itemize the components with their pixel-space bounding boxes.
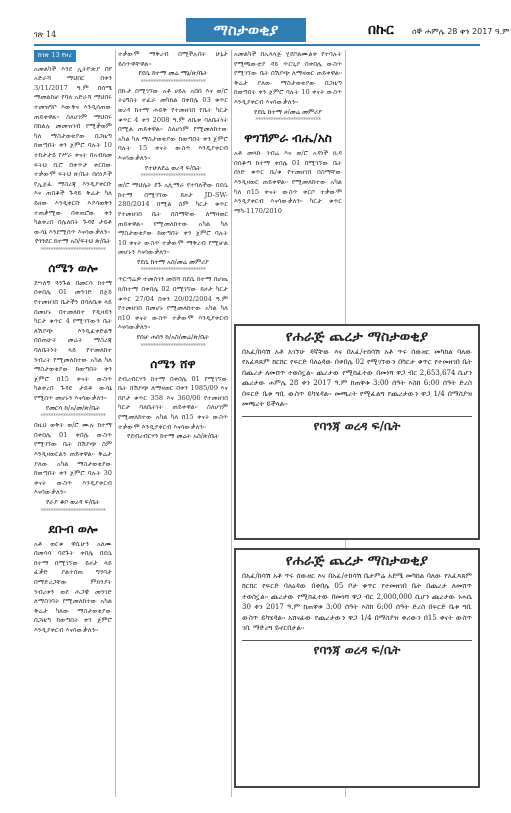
- section-heading: ደቡብ ወሎ: [48, 521, 98, 536]
- header-rule: [34, 44, 480, 46]
- separator: **************************: [40, 507, 106, 515]
- separator: **************************: [140, 267, 206, 275]
- section-heading: ሰሜን ሸዋ: [150, 356, 196, 371]
- notice-text: ጥርጣሬዎ ተመስገን መሸሻ በደሴ ከተማ በሆጤ ክ/ከተማ በቀበሌ 02 በሚገኘው ይዞታ ካርታ ቁጥር 27/04 በቀን 20/02/2004 ዓ.ም የተመዘገበ በመሆኑ የሚመለከተው አካል ካለ በ10 ቀናት ውስጥ ተቃውሞ እንዲያቀርብ እናሳውቃለን፡፡: [118, 275, 228, 332]
- separator: **************************: [140, 173, 206, 181]
- notice-signature: የደሴ ከተማ አስ/መሬ መምሪያ: [137, 257, 209, 266]
- notice-signature: የሰቻ ሐሰን ከ/አስ/መሬ/ጽ/ቤት: [136, 333, 210, 342]
- column-3: [234, 50, 342, 318]
- auction-notice-2: [234, 548, 480, 788]
- column-2: [118, 50, 228, 797]
- separator: **************************: [255, 117, 321, 125]
- auction-title: የሐራጅ ጨረታ ማስታወቂያ: [285, 553, 429, 569]
- notice-signature: የመርሳ ከ/አ/መ/ጽ/ቤት: [45, 403, 101, 412]
- column-1: [34, 50, 112, 797]
- auction-body: በአፈ/ከሳሽ አቶ ጥሩ ሰውዘር እና በአፈ/ተከሳሽ ቤታምሬ አደሜ መካከል ባለው የአፈጻጸም ክርክር የፍርድ ባለዕዳው በቀበሌ 05 ቦታ ቁጥር የተመዘገበ ቤት በጨረታ ለመሸጥ ተወስኗል፡፡ ጨረታው የሚከፈተው በመነሻ ዋጋ ብር 2,000,000 ሲሆን ጨረታው ነሐሴ 30 ቀን 2017 ዓ.ም ከጠዋቱ 3:00 ሰዓት እስከ 6:00 ሰዓት ድረስ በፍርድ ቤቱ ግቢ ውስጥ ይካሄዳል፡፡ አሸናፊው የጨረታውን ዋጋ 1/4 በማስያዝ ቀሪውን በ15 ቀናት ውስጥ ገቢ ማድረግ ይኖርበታል፡፡: [242, 571, 472, 632]
- notice-text: አቶ መላኩ ገብሬ እና ወ/ሮ አዳነች ኪዳ በሰቆጣ ከተማ ቀበሌ 01 በሚገኘው ቤት ሰነድ ቁጥር ቤ/ቁ የተመዘገበ በስማቸው እንዲዛወር ጠይቀዋል፡፡ የሚመለከተው አካል ካለ በ15 ቀናት ውስጥ ቀርቦ ተቃውሞ እንዲያቀርብ እናሳውቃለን፡፡ ካርታ ቁጥር ማካ-1170/2010: [234, 149, 342, 215]
- notice-signature: የደሴ ከተማ ዞ/መሬ መምሪያ: [254, 107, 322, 116]
- page-number: ገጽ 14: [34, 30, 57, 39]
- column-divider: [231, 50, 232, 797]
- separator: **************************: [140, 342, 206, 350]
- issue-date: ሰኞ ሐምሌ 28 ቀን 2017 ዓ.ም: [412, 27, 510, 36]
- auction-signature: የባንጃ ወረዳ ፍ/ቤት: [242, 640, 472, 656]
- notice-signature: የደሴ ከተማ መሬ ማኔ/ጽ/ቤት: [138, 69, 208, 78]
- section-heading: ዋግኽምራ ብሔ/አስ: [244, 131, 332, 146]
- auction-body: በአፈ/ከሳሽ አቶ አገኘሁ ዳኛቸው እና በአፈ/ተከሳሽ አቶ ጥሩ ሰውዘር መካከል ባለው የአፈጻጸም ክርክር የፍርድ ባለዕዳው በቀበሌ 02 የሚገኘውን በካርታ ቁጥር የተመዘገበ ቤት በጨረታ ለመሸጥ ተወስኗል፡፡ ጨረታው የሚከፈተው በመነሻ ዋጋ ብር 2,653,674 ሲሆን ጨረታው ሐምሌ 28 ቀን 2017 ዓ.ም ከጠዋቱ 3:00 ሰዓት እስከ 6:00 ሰዓት ድረስ በፍርድ ቤቱ ግቢ ውስጥ ይካሄዳል፡፡ መጫረት የሚፈልግ የጨረታውን ዋጋ 1/4 በማስያዝ መጫረት ይችላል፡፡: [242, 347, 472, 408]
- notice-text: አመልካች በኡላላጅ ሂደቦልሙልቀ የተባሉት የሚጫውቲያ ዳይ ጥርጊያ በቀበሌ ውስጥ የሚገኘው ቤት በሽያጭ ለማዛወር ጠይቀዋል፡፡ ቅሬታ ያለው ማስታወቂያው በጋዜጣ ከወጣበት ቀን ጀምሮ ባሉት 10 ቀናት ውስጥ እንዲያቀርብ እናሳውቃለን፡፡: [234, 50, 342, 106]
- section-banner: ማስታወቂያ: [186, 18, 306, 42]
- separator: **************************: [40, 246, 106, 254]
- notice-text: ተቃውሞ ማቅረብ በሚችሉበት ሁኔታ ይሰጥዋቸዋል፡፡: [118, 50, 228, 68]
- notice-text: በኩታ በሚገኘው አቶ ሀይሉ አበበ እና ወ/ሮ ትዕግስት ተፈራ መካከል በቀበሌ 03 ቁጥር ወረዳ ከተማ ሐይቅ የተመዘገበ የቤት ካርታ ቁጥር 4 ቀን 2008 ዓ.ም ለቤቱ ባለቤትነት በሚል ጠይቀዋል፡፡ ስለሆነም የሚመለከተው አካል ካለ ማስታወቂያው ከወጣበት ቀን ጀምሮ ባሉት 15 ቀናት ውስጥ እንዲያቀርብ እናሳውቃለን፡፡: [118, 86, 228, 162]
- notice-text: ደሣለኝ ጓንጉል በመርሳ ከተማ በቀበሌ 01 መንገድ በጀይ የተመዘገበ ቤታችን በባለቤቱ ላይ በመሆኑ በተመለከተ የዲዛይን ካርታ ቁጥር 4 የሚገኘውን ቤት ለሽያጭ እንዲፈቀድልኝ በሰጠሁት መሬት ማስረጃ ባለቤትነት ላይ የተመለከተ ንብረት የሚመለከተው አካል ካለ ማስታወቂያው ከወጣበት ቀን ጀምሮ በ15 ቀናት ውስጥ ካልቀረበ ጉዳዩ ታይቶ ውሳኔ የሚሰጥ መሆኑን እናሳውቃለን፡፡: [34, 278, 112, 402]
- notice-signature: የራያ ቆቦ ወረዳ ፍ/ቤት: [46, 497, 100, 506]
- separator: **************************: [40, 413, 106, 421]
- notice-signature: የተሁለደሬ ወረዳ ፍ/ቤት: [145, 163, 201, 172]
- auction-title: የሐራጅ ጨረታ ማስታወቂያ: [285, 329, 429, 345]
- notice-text: አመልካች እንደ ኢትዮጵያ በየ አድራሻ ማህበር በቀን 3/11/2017 ዓ.ም በሰሜ ማመልከቻ የባለ አድራሻ ማህበሩ ተመዝግቦ እውቅና እንዲሰጠው ጠይቀዋል፡፡ ስለሆነም ማህበሩ በከልሉ መመዝገብ የሚቃወም ካለ ማስታወቂያው በጋዜጣ ከወጣበት ቀን ጀምሮ ባሉት 10 ተከታታይ የሥራ ቀናት በአብክመ ፍትህ ቢሮ በቀጥታ ቀርበው ተቃውሞ ፍትህ ጽ/ቤት በሰነዶች የኢጀፈ ማስረጃ እንዲያቀርቡ እና ጠበቆች ጉዳይ ቅሬታ ካለ ይዘው እንዲቀርቡ እያሳወቅን ተጠቃሚው በቀጠሮው ቀን ካልቀረበ በሌለበት ጉዳዩ ታይቶ ውሳኔ እንደሚሰጥ እናሳውቃለን፡፡: [34, 64, 112, 236]
- notice-text: ወ/ሮ ማህሌት ደጉ አሊማራ የተባለችው በደሴ ከተማ በሚገኘው ይዞታ JD-SW-280/2014 በሚል ስም ካርታ ቁጥር የተመዘገበ ቤት በስማቸው ለማዛወር ጠይቀዋል፡፡ የሚመለከተው አካል ካለ ማስታወቂያው ከወጣበት ቀን ጀምሮ ባሉት 10 ቀናት ውስጥ ተቃውሞ ማቅረብ የሚቻል መሆኑን እናሳውቃለን፡፡: [118, 181, 228, 257]
- auction-notice-1: [234, 324, 480, 540]
- newspaper-name: በኩር: [368, 22, 394, 38]
- column-divider: [115, 50, 116, 797]
- notice-text: በዚህ ወቅት ወ/ሮ ሙሉ ከተማ በቀበሌ 01 ቀበሌ ውስጥ የሚገኘው ቤት በሽያጭ ስም እንዲዛወርልን ጠይቀዋል፡፡ ቅሬታ ያለው አካል ማስታወቂያው ከወጣበት ቀን ጀምሮ ባሉት 30 ቀናት ውስጥ እንዲያቀርብ እናሳውቃለን፡፡: [34, 421, 112, 497]
- notice-text: አቶ ወርቁ ዋሲሁን አለሙ በመሳሳ ባደጉት ቀበሌ በደሴ ከተማ በሚገኘው ይዞታ ላይ ፈቃድ ያልተሰጠ ግንባታ በማድረጋቸው ምክንያት ንብረቱን ወደ ሕጋዊ መንገድ ለማስገባት የሚመለከተው አካል ቅሬታ ካለው ማስታወቂያው በጋዜጣ ከወጣበት ቀን ጀምሮ እንዲያቀርብ እናሳውቃለን፡፡: [34, 539, 112, 634]
- continued-tag: ከገጽ 13 የዞረ: [34, 50, 76, 62]
- separator: **************************: [140, 78, 206, 86]
- auction-signature: የባንጃ ወረዳ ፍ/ቤት: [242, 416, 472, 432]
- notice-signature: የጎንደር ከተማ አስ/ፍትህ ጽ/ቤት: [35, 237, 111, 246]
- notice-signature: የደብረብርሃን ከተማ መሬት አስ/ጽ/ቤት: [127, 432, 219, 441]
- section-heading: ሰሜን ወሎ: [48, 260, 98, 275]
- notice-text: ደብረብርሃን ከተማ በቀበሌ 01 የሚገኘው ቤት በሽያጭ ለማዛወር በቀን 1985/09 እና በቦታ ቁጥር 358 እና 360/06 የተመዘገበ ካርታ ባለቤትነት ጠይቀዋል፡፡ ስለሆነም የሚመለከተው አካል ካለ በ15 ቀናት ውስጥ ተቃውሞ እንዲያቀርብ እናሳውቃለን፡፡: [118, 374, 228, 431]
